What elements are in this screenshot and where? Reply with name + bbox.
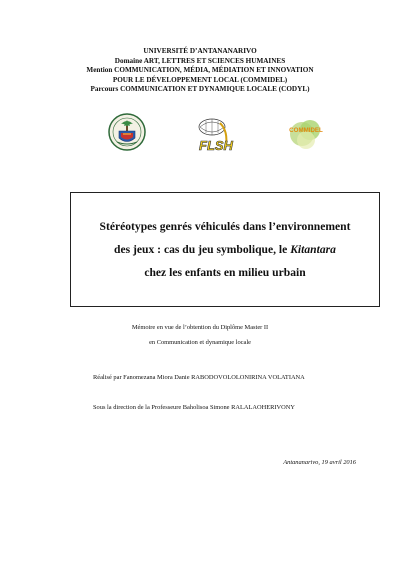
thesis-title-line-2 xyxy=(114,238,336,261)
thesis-title-line-3: chez les enfants en milieu urbain xyxy=(144,266,306,279)
degree-line-2: en Communication et dynamique locale xyxy=(149,339,251,346)
place-date: Antananarivo, 19 avril 2016 xyxy=(283,459,356,466)
mention-name-cont: POUR LE DÉVELOPPEMENT LOCAL (COMMIDEL) xyxy=(112,75,288,84)
thesis-title-kitantara: Kitantara xyxy=(290,243,336,256)
mention-name: Mention COMMUNICATION, MÉDIA, MÉDIATION ET INNOVATION xyxy=(86,66,314,75)
flsh-logo-text: FLSH xyxy=(199,138,233,153)
commidel-logo xyxy=(284,114,328,152)
institution-header xyxy=(0,47,400,95)
thesis-title-line-2-text: des jeux : cas du jeu symbolique, le xyxy=(114,243,291,256)
university-name: UNIVERSITÉ D’ANTANANARIVO xyxy=(143,47,257,55)
degree-line-1: Mémoire en vue de l’obtention du Diplôme Master II xyxy=(131,324,269,331)
thesis-title-box xyxy=(70,192,380,307)
flsh-logo xyxy=(192,113,236,155)
parcours-name: Parcours COMMUNICATION ET DYNAMIQUE LOCALE (CODYL) xyxy=(90,85,310,94)
author-line: Réalisé par Fanomezana Miora Danie RABODOVOLOLONIRINA VOLATIANA xyxy=(93,374,305,381)
domain-name: Domaine ART, LETTRES ET SCIENCES HUMAINES xyxy=(114,56,286,65)
thesis-title-line-1: Stéréotypes genrés véhiculés dans l’environnement xyxy=(99,220,351,233)
degree-statement xyxy=(0,320,400,350)
university-crest-logo xyxy=(107,112,147,152)
supervisor-line: Sous la direction de la Professeure Baholisoa Simone RALALAOHERIVONY xyxy=(93,404,295,411)
commidel-logo-text: COMMIDEL xyxy=(289,127,323,134)
